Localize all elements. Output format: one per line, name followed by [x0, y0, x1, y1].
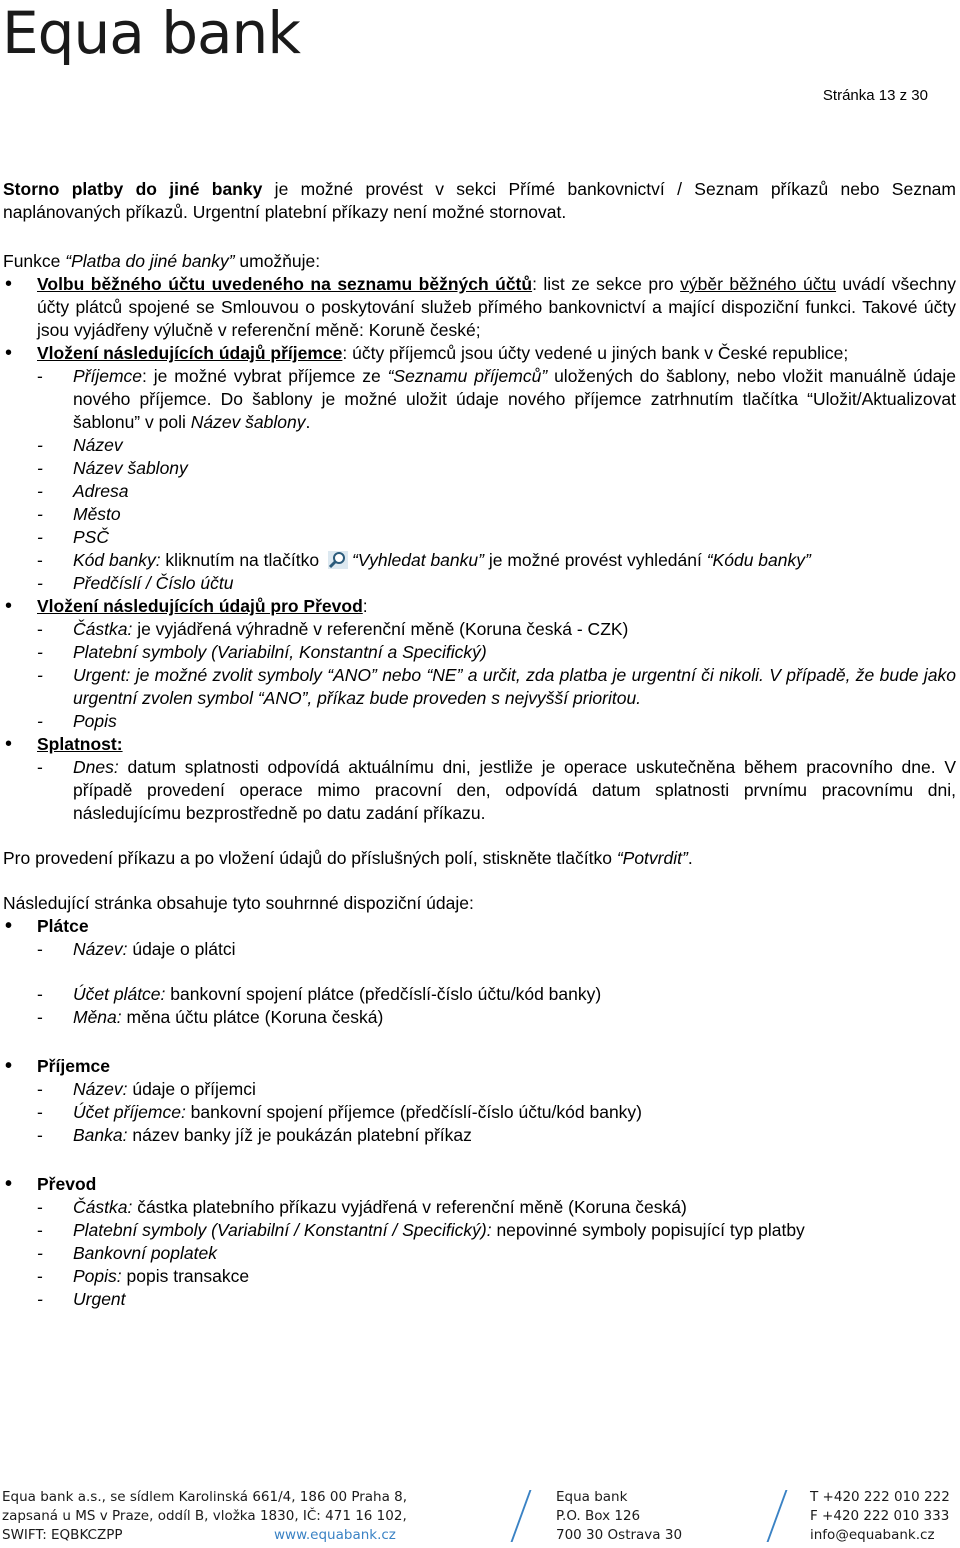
heading-prevod: • Převod	[3, 1173, 956, 1196]
prevod-castka: - Částka: částka platebního příkazu vyjádřená v referenční měně (Koruna česká)	[3, 1196, 956, 1219]
bullet-recipient-data: • Vložení následujících údajů příjemce: účty příjemců jsou účty vedené u jiných bank v České republice;	[3, 342, 956, 365]
platce-mena: - Měna: měna účtu plátce (Koruna česká)	[3, 1006, 956, 1029]
footer-contacts: T +420 222 010 222 F +420 222 010 333 info@equabank.cz	[810, 1489, 950, 1543]
list-item-nazev: - Název	[3, 434, 956, 457]
prevod-popis: - Popis: popis transakce	[3, 1265, 956, 1288]
prevod-symboly: - Platební symboly (Variabilní / Konstantní / Specifický): nepovinné symboly popisující typ platby	[3, 1219, 956, 1242]
confirm-paragraph: Pro provedení příkazu a po vložení údajů do příslušných polí, stiskněte tlačítko “Potvrdit”.	[3, 848, 693, 868]
prijemce-banka: - Banka: název banky jíž je poukázán platební příkaz	[3, 1124, 956, 1147]
list-item-urgent: - Urgent: je možné zvolit symboly “ANO” nebo “NE” a určit, zda platba je urgentní či nikoli. V případě, že bude jako urgentní zvolen symbol “ANO”, příkaz bude proveden s nejvyšší prioritou.	[3, 664, 956, 710]
footer-divider	[511, 1490, 532, 1542]
heading-prijemce: • Příjemce	[3, 1055, 956, 1078]
equa-bank-logo	[2, 0, 300, 67]
prevod-urgent: - Urgent	[3, 1288, 956, 1311]
website-link[interactable]: www.equabank.cz	[274, 1527, 396, 1543]
platce-ucet: - Účet plátce: bankovní spojení plátce (předčíslí-číslo účtu/kód banky)	[3, 983, 956, 1006]
list-item-predcisli: - Předčíslí / Číslo účtu	[3, 572, 956, 595]
storno-paragraph: Storno platby do jiné banky je možné provést v sekci Přímé bankovnictví / Seznam příkazů nebo Seznam naplánovaných příkazů. Urgentní platební příkazy není možné stornovat.	[3, 179, 956, 222]
list-item-nazev-sablony: - Název šablony	[3, 457, 956, 480]
footer-divider	[767, 1490, 788, 1542]
list-item-adresa: - Adresa	[3, 480, 956, 503]
document-body	[3, 178, 956, 1311]
bullet-account-selection: • Volbu běžného účtu uvedeného na seznamu běžných účtů: list ze sekce pro výběr běžného účtu uvádí všechny účty plátců spojené se Smlouvou o poskytování služeb přímého bankovnictví a mající dispoziční funkci. Takové účty jsou vyjádřeny výlučně v referenční měně: Koruně české;	[3, 273, 956, 342]
prijemce-ucet: - Účet příjemce: bankovní spojení příjemce (předčíslí-číslo účtu/kód banky)	[3, 1101, 956, 1124]
magnifier-icon[interactable]	[328, 551, 348, 569]
list-item-dnes: - Dnes: datum splatnosti odpovídá aktuálnímu dni, jestliže je operace uskutečněna během pracovního dne. V případě provedení operace mimo pracovní den, odpovídá datum splatnosti prvnímu pracovnímu dni, následujícímu bezprostředně po datu zadání příkazu.	[3, 756, 956, 825]
page-number: Stránka 13 z 30	[822, 87, 928, 104]
heading-platce: • Plátce	[3, 915, 956, 938]
platce-nazev: - Název: údaje o plátci	[3, 938, 956, 961]
bullet-transfer-data: • Vložení následujících údajů pro Převod:	[3, 595, 956, 618]
list-item-prijemce: - Příjemce: je možné vybrat příjemce ze “Seznamu příjemců” uložených do šablony, nebo vložit manuálně údaje nového příjemce. Do šablony je možné uložit údaje nového příjemce zatrhnutím tlačítka “Uložit/Aktualizovat šablonu” v poli Název šablony.	[3, 365, 956, 434]
functions-intro: Funkce “Platba do jiné banky” umožňuje:	[3, 251, 321, 271]
summary-intro: Následující stránka obsahuje tyto souhrnné dispoziční údaje:	[3, 893, 474, 913]
page-footer	[0, 1488, 960, 1548]
list-item-kod-banky: - Kód banky: kliknutím na tlačítko “Vyhledat banku” je možné provést vyhledání “Kódu banky”	[3, 549, 956, 572]
prijemce-nazev: - Název: údaje o příjemci	[3, 1078, 956, 1101]
footer-company-info: Equa bank a.s., se sídlem Karolinská 661/4, 186 00 Praha 8, zapsaná u MS v Praze, oddíl B, vložka 1830, IČ: 471 16 102, SWIFT: EQBKCZPP www.equabank.cz	[2, 1489, 408, 1543]
footer-postal-address: Equa bank P.O. Box 126 700 30 Ostrava 30	[556, 1489, 683, 1543]
bullet-splatnost: • Splatnost:	[3, 733, 956, 756]
list-item-platebni-symboly: - Platební symboly (Variabilní, Konstantní a Specifický)	[3, 641, 956, 664]
prevod-poplatek: - Bankovní poplatek	[3, 1242, 956, 1265]
list-item-psc: - PSČ	[3, 526, 956, 549]
list-item-mesto: - Město	[3, 503, 956, 526]
list-item-castka: - Částka: je vyjádřená výhradně v referenční měně (Koruna česká - CZK)	[3, 618, 956, 641]
email-link[interactable]: info@equabank.cz	[810, 1527, 935, 1543]
list-item-popis: - Popis	[3, 710, 956, 733]
logo-text: Equa bank	[2, 0, 300, 67]
